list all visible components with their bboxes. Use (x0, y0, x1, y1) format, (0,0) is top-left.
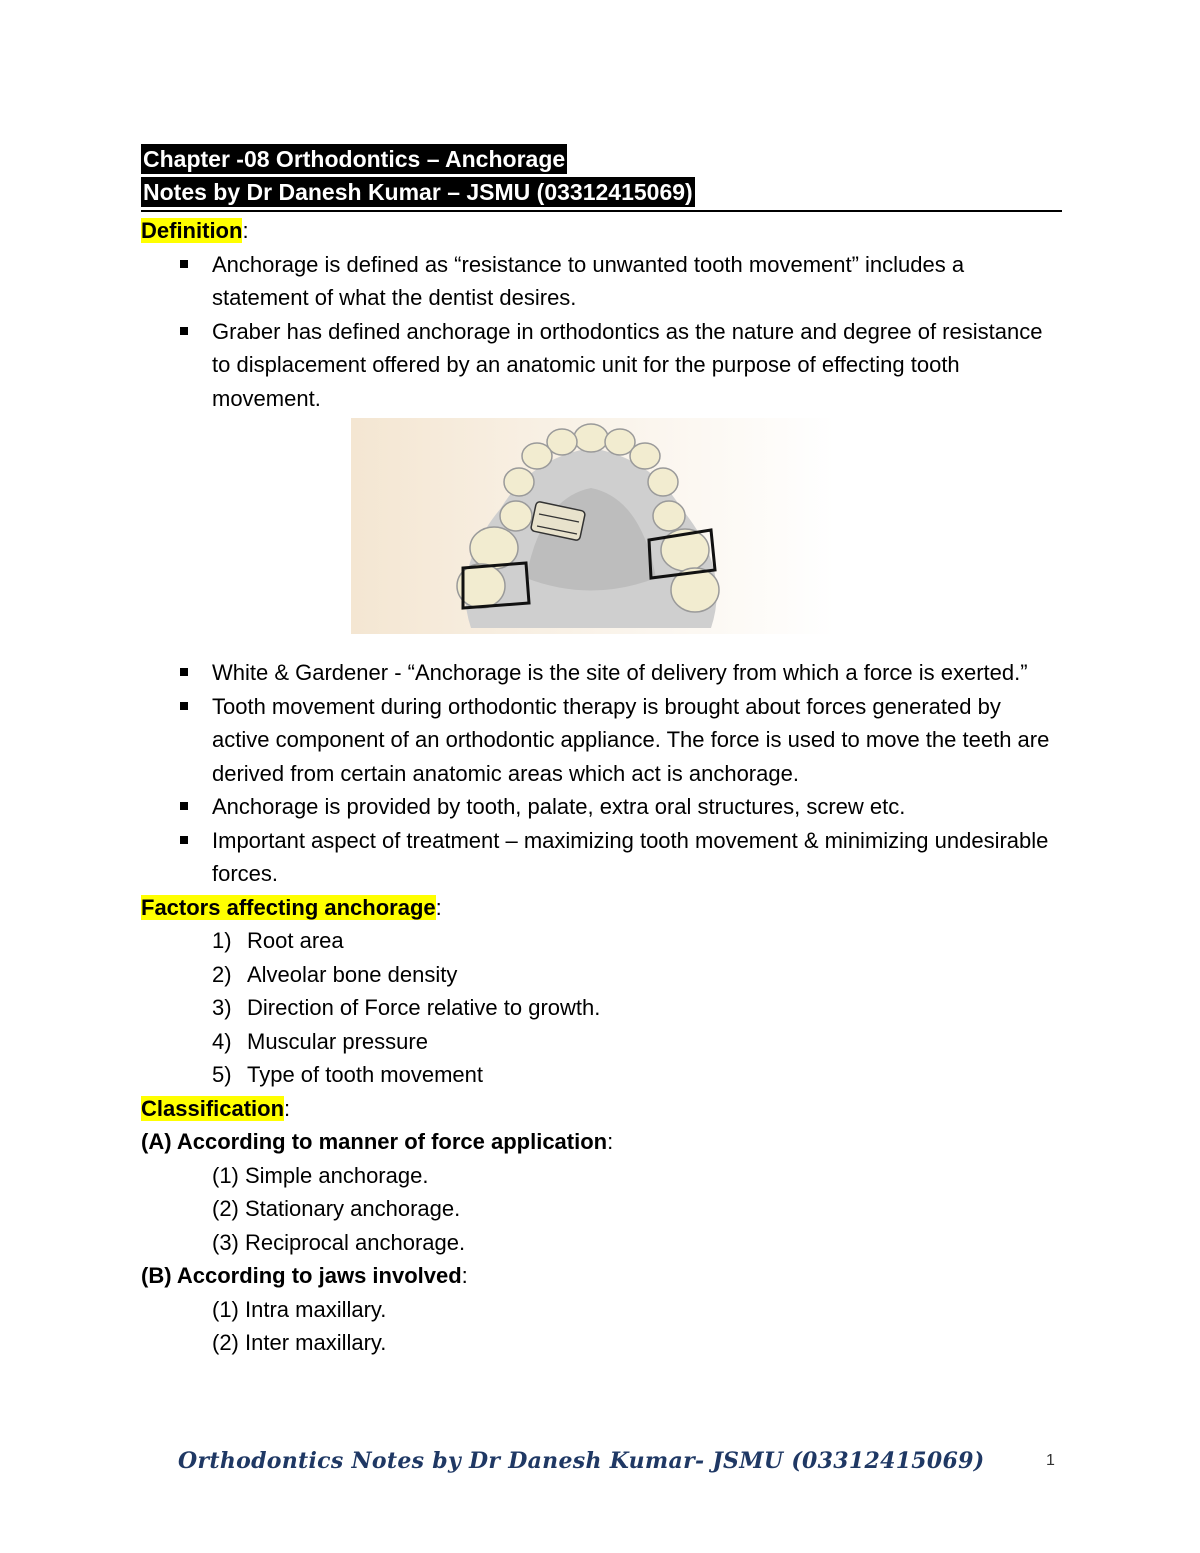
list-item: 2) Alveolar bone density (212, 961, 458, 987)
list-item: (1) Intra maxillary. (212, 1296, 387, 1322)
list-item: Anchorage is defined as “resistance to unwanted tooth movement” includes a statement of what the dentist desires. (212, 248, 1062, 315)
list-item: (3) Reciprocal anchorage. (212, 1229, 466, 1255)
page-content (141, 143, 1062, 1360)
list-item: (2) Inter maxillary. (212, 1330, 387, 1355)
list-item: Graber has defined anchorage in orthodontics as the nature and degree of resistance to displacement offered by an anatomic unit for the purpose of effecting tooth movement. (212, 315, 1062, 416)
factors-list (141, 924, 1062, 1092)
list-item: White & Gardener - “Anchorage is the site of delivery from which a force is exerted.” (212, 656, 1062, 690)
group-a-heading: (A) According to manner of force application: (141, 1129, 614, 1154)
list-item: (1) Simple anchorage. (212, 1162, 429, 1188)
header-rule (141, 210, 1062, 212)
palate-anchorage-figure (351, 418, 835, 634)
list-item: 4) Muscular pressure (212, 1028, 428, 1054)
list-item: Tooth movement during orthodontic therapy is brought about forces generated by active component of an orthodontic appliance. The force is used to move the teeth are derived from certain anatomic areas which act is anchorage. (212, 690, 1062, 791)
list-item: 5) Type of tooth movement (212, 1062, 484, 1087)
definition-heading: Definition: (141, 218, 249, 243)
chapter-title: Chapter -08 Orthodontics – Anchorage (143, 146, 566, 172)
footer-text: Orthodontics Notes by Dr Danesh Kumar- JSMU (03312415069) (178, 1448, 985, 1474)
group-b-heading: (B) According to jaws involved: (141, 1263, 468, 1288)
classification-heading: Classification: (141, 1095, 291, 1121)
list-item: 1) Root area (212, 928, 344, 953)
page-number: 1 (1046, 1452, 1055, 1469)
title-block (141, 143, 1062, 209)
definition-list-1 (141, 248, 1062, 416)
list-item: 3) Direction of Force relative to growth. (212, 995, 601, 1020)
factors-heading: Factors affecting anchorage: (141, 894, 442, 920)
author-line: Notes by Dr Danesh Kumar – JSMU (03312415069) (143, 179, 693, 205)
definition-list-2 (141, 656, 1062, 891)
list-item: (2) Stationary anchorage. (212, 1196, 461, 1221)
list-item: Anchorage is provided by tooth, palate, extra oral structures, screw etc. (212, 790, 1062, 824)
list-item: Important aspect of treatment – maximizing tooth movement & minimizing undesirable forces. (212, 824, 1062, 891)
